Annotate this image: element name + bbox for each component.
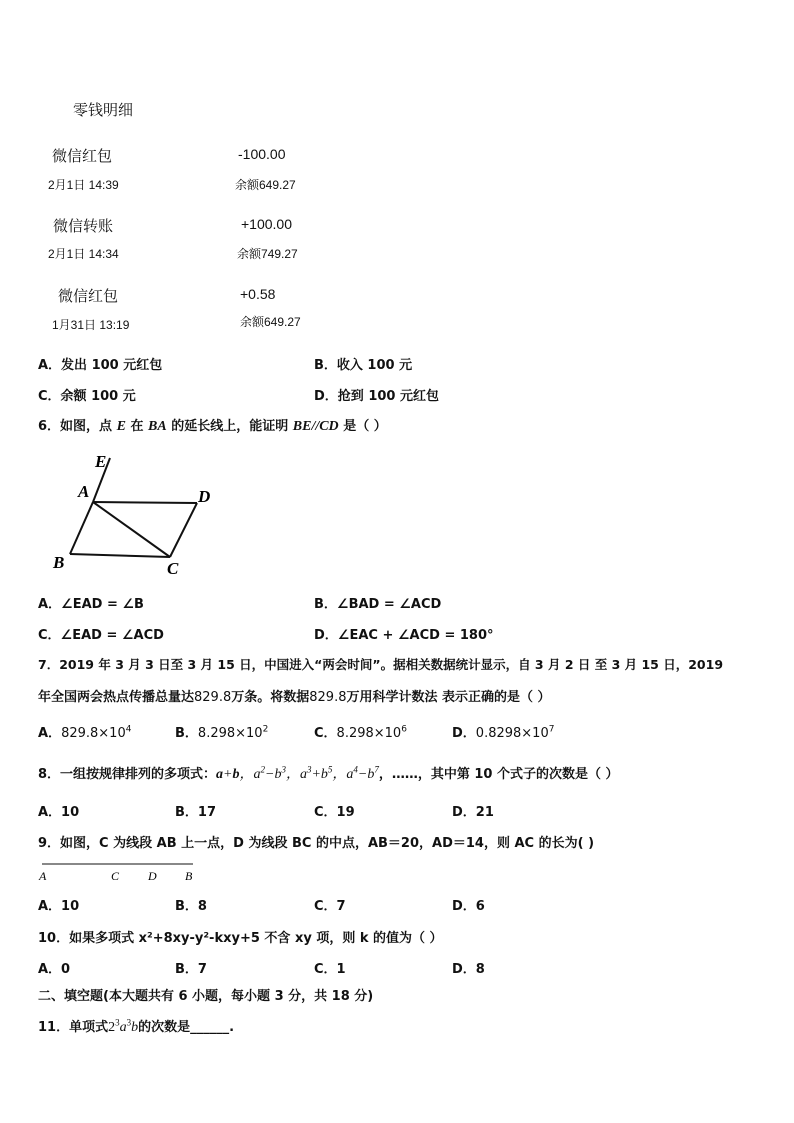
- q11-monomial: $2^3a^3b$: [108, 1017, 139, 1035]
- q6-label-a: A: [78, 482, 90, 501]
- q6-stem: [38, 415, 387, 435]
- q7-option-b-base: 8.298×10: [197, 726, 263, 741]
- q8-stem: [38, 763, 619, 783]
- q9-label-a: A: [39, 869, 47, 883]
- q7-option-a-exp: 4: [125, 724, 132, 735]
- q6-parallelogram-figure: [40, 448, 230, 580]
- q7-option-b-exp: 2: [262, 724, 269, 735]
- q7-option-d: [452, 722, 554, 741]
- q7-text-2: 万条。将数据: [231, 690, 310, 705]
- q7-option-b-label: B．: [175, 726, 198, 741]
- q6-option-c: C．∠EAD = ∠ACD: [38, 628, 164, 643]
- q8-option-d: D．21: [452, 805, 494, 820]
- q7-option-c-base: 8.298×10: [336, 726, 402, 741]
- q7-option-d-base: 0.8298×10: [475, 726, 549, 741]
- record-3-name: 微信红包: [58, 288, 119, 305]
- q5-option-a: A．发出 100 元红包: [38, 358, 163, 373]
- record-1-name: 微信红包: [52, 148, 113, 165]
- record-1-amount: -100.00: [238, 146, 286, 162]
- q8-option-b: B．17: [175, 805, 216, 820]
- q7-stem-line-2: [38, 686, 551, 705]
- q10-stem: 10．如果多项式 x²+8xy-y²-kxy+5 不含 xy 项，则 k 的值为（ ）: [38, 931, 443, 946]
- q7-text-3: 万用科学计数法 表示正确的是（ ）: [346, 690, 551, 705]
- q7-option-d-exp: 7: [548, 724, 555, 735]
- q7-option-d-label: D．: [452, 726, 476, 741]
- q8-text-2: ，……，其中第 10 个式子的次数是（ ）: [378, 767, 619, 782]
- q11-text-1: 11．单项式: [38, 1020, 109, 1035]
- q7-option-b: [175, 722, 268, 741]
- q11-stem: [38, 1016, 234, 1036]
- q6-label-b: B: [53, 553, 65, 572]
- record-2-time: 2月1日 14:34: [48, 247, 119, 261]
- wallet-title: 零钱明细: [73, 102, 134, 119]
- q6-option-a: A．∠EAD = ∠B: [38, 597, 144, 612]
- q6-parallel-expr: BE//CD: [292, 419, 339, 434]
- q6-segment-ba: BA: [148, 419, 167, 434]
- q6-label-d: D: [198, 487, 211, 506]
- q8-option-a: A．10: [38, 805, 80, 820]
- q7-option-a: [38, 722, 131, 741]
- record-2-balance: 余额749.27: [237, 247, 298, 261]
- record-3-time: 1月31日 13:19: [52, 318, 130, 332]
- q7-option-c-label: C．: [314, 726, 337, 741]
- q8-text-1: 8．一组按规律排列的多项式：: [38, 767, 217, 782]
- q11-text-2: 的次数是______.: [138, 1020, 235, 1035]
- q7-option-a-base: 829.8×10: [61, 726, 126, 741]
- q6-option-d: D．∠EAC + ∠ACD = 180°: [314, 628, 494, 643]
- q9-label-b: B: [185, 869, 193, 883]
- q10-option-c: C．1: [314, 962, 346, 977]
- q5-option-c: C．余额 100 元: [38, 389, 136, 404]
- q9-option-c: C．7: [314, 899, 346, 914]
- q10-option-a: A．0: [38, 962, 71, 977]
- q9-option-a: A．10: [38, 899, 80, 914]
- q6-text-2: 在: [130, 419, 144, 434]
- q6-text-3: 的延长线上，能证明: [171, 419, 289, 434]
- q7-stem-line-1: 7．2019 年 3 月 3 日至 3 月 15 日，中国进入“两会时间”。据相关数据统计显示，自 3 月 2 日 至 3 月 15 日，2019: [38, 657, 724, 672]
- record-1-time: 2月1日 14:39: [48, 178, 119, 192]
- q9-segment-figure: [36, 856, 201, 884]
- q10-option-d: D．8: [452, 962, 485, 977]
- q9-option-d: D．6: [452, 899, 485, 914]
- q7-text-1: 年全国两会热点传播总量达: [38, 690, 195, 705]
- q8-polynomial-sequence: a+b，$a^2-b^3$，$a^3+b^5$，$a^4-b^7$: [216, 764, 379, 782]
- q5-option-d: D．抢到 100 元红包: [314, 389, 439, 404]
- q10-option-b: B．7: [175, 962, 207, 977]
- q6-text-4: 是（ ）: [343, 419, 387, 434]
- q8-option-c: C．19: [314, 805, 355, 820]
- q9-label-d: D: [148, 869, 157, 883]
- record-2-name: 微信转账: [53, 218, 114, 235]
- q7-option-c: [314, 722, 407, 741]
- q6-point-e: E: [116, 419, 126, 434]
- record-2-amount: +100.00: [241, 216, 292, 232]
- q9-option-b: B．8: [175, 899, 207, 914]
- q7-number-1: 829.8: [194, 690, 232, 705]
- record-1-balance: 余额649.27: [235, 178, 296, 192]
- q7-option-a-label: A．: [38, 726, 62, 741]
- q7-option-c-exp: 6: [401, 724, 407, 735]
- q5-option-b: B．收入 100 元: [314, 358, 413, 373]
- q6-option-b: B．∠BAD = ∠ACD: [314, 597, 442, 612]
- q6-text-1: 6．如图，点: [38, 419, 113, 434]
- q9-label-c: C: [111, 869, 120, 883]
- q7-number-2: 829.8: [309, 690, 347, 705]
- record-3-balance: 余额649.27: [240, 315, 301, 329]
- section-heading-fill-blank: 二、填空题(本大题共有 6 小题，每小题 3 分，共 18 分): [38, 989, 374, 1004]
- q6-label-c: C: [167, 559, 179, 578]
- q6-label-e: E: [95, 452, 107, 471]
- record-3-amount: +0.58: [240, 286, 276, 302]
- q9-stem: 9．如图，C 为线段 AB 上一点，D 为线段 BC 的中点，AB＝20，AD＝14，则 AC 的长为( ): [38, 836, 595, 851]
